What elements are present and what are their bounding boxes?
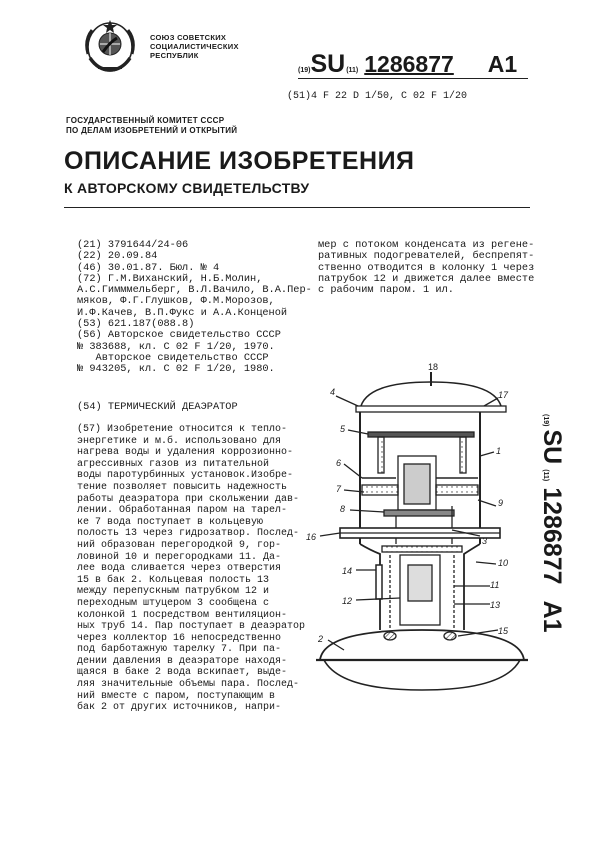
fig-label-7: 7	[336, 484, 342, 494]
fig-label-8: 8	[340, 504, 346, 514]
fig-label-5: 5	[340, 424, 346, 434]
ussr-emblem	[78, 14, 142, 76]
bibliographic-data: (21) 3791644/24-06 (22) 20.09.84 (46) 30.01.87. Бюл. № 4 (72) Г.М.Виханский, Н.Б.Молин, А.С.Гимммельберг, В.Л.Вачило, В.А.Пер- мяков, Ф.Г.Глушков, Ф.М.Морозов, И.Ф.Качев, В.П.Фукс и А.А.Конценой (53) 621.187(088.8) (56) Авторское свидетельство СССР № 383688, кл. C 02 F 1/20, 1970. Авторское свидетельство СССР № 943205, кл. C 02 F 1/20, 1980.	[77, 239, 312, 376]
fig-label-15: 15	[498, 626, 509, 636]
fig-label-14: 14	[342, 566, 353, 576]
fig-label-2: 2	[318, 634, 324, 644]
fig-label-13: 13	[490, 600, 501, 610]
fig-label-3: 3	[482, 536, 488, 546]
fig-label-11: 11	[490, 580, 500, 590]
fig-label-4: 4	[330, 387, 336, 397]
abstract-right: мер с потоком конденсата из регене- ративных подогревателей, беспрепят- ственно отводится в колонку 1 через патрубок 12 и движется далее вместе с рабочим паром. 1 ил.	[318, 239, 535, 297]
ipc-classification: (51)4 F 22 D 1/50, C 02 F 1/20	[287, 91, 468, 102]
header-rule	[298, 78, 528, 79]
fig-label-6: 6	[336, 458, 342, 468]
fig-label-1: 1	[496, 446, 502, 456]
page-subtitle: К АВТОРСКОМУ СВИДЕТЕЛЬСТВУ	[64, 180, 310, 196]
fig-label-17: 17	[498, 390, 509, 400]
fig-label-10: 10	[498, 558, 509, 568]
patent-id: (19)SU(11) 1286877 A1	[298, 50, 518, 78]
committee: ГОСУДАРСТВЕННЫЙ КОМИТЕТ СССР ПО ДЕЛАМ ИЗОБРЕТЕНИЙ И ОТКРЫТИЙ	[66, 116, 238, 135]
fig-label-12: 12	[342, 596, 353, 606]
fig-label-9: 9	[498, 498, 504, 508]
deaerator-drawing	[300, 360, 530, 700]
fig-label-16: 16	[306, 532, 317, 542]
side-patent-stamp: (19)SU(11)1286877A1	[538, 414, 566, 633]
page-title: ОПИСАНИЕ ИЗОБРЕТЕНИЯ	[64, 147, 415, 175]
org-name: СОЮЗ СОВЕТСКИХ СОЦИАЛИСТИЧЕСКИХ РЕСПУБЛИК	[150, 33, 239, 60]
fig-label-18: 18	[428, 362, 439, 372]
invention-title: (54) ТЕРМИЧЕСКИЙ ДЕАЭРАТОР	[77, 401, 238, 413]
title-rule	[64, 207, 530, 208]
abstract-left: (57) Изобретение относится к тепло- энергетике и м.б. использовано для нагрева воды и удаления коррозионно- агрессивных газов из питательной воды паротурбинных установок.Изобре- тение позволяет повысить надежность работы деаэратора при скольжении дав- лении. Обработанная паром на тарел- ке 7 вода поступает в кольцевую полость 13 через гидрозатвор. Послед- ний образован перегородкой 9, гор- ловиной 10 и перегородками 11. Да- лее вода сливается через отверстия 15 в бак 2. Кольцевая полость 13 между перепускным патрубком 12 и переходным штуцером 3 сообщена с колонкой 1 посредством вентиляцион- ных труб 14. Пар поступает в деаэратор через коллектор 16 непосредственно под барботажную тарелку 7. При па- дении давления в деаэраторе находя- щаяся в баке 2 вода вскипает, выде- ляя значительные объемы пара. Послед- ний вместе с паром, поступающим в бак 2 от других источников, напри-	[77, 424, 306, 714]
